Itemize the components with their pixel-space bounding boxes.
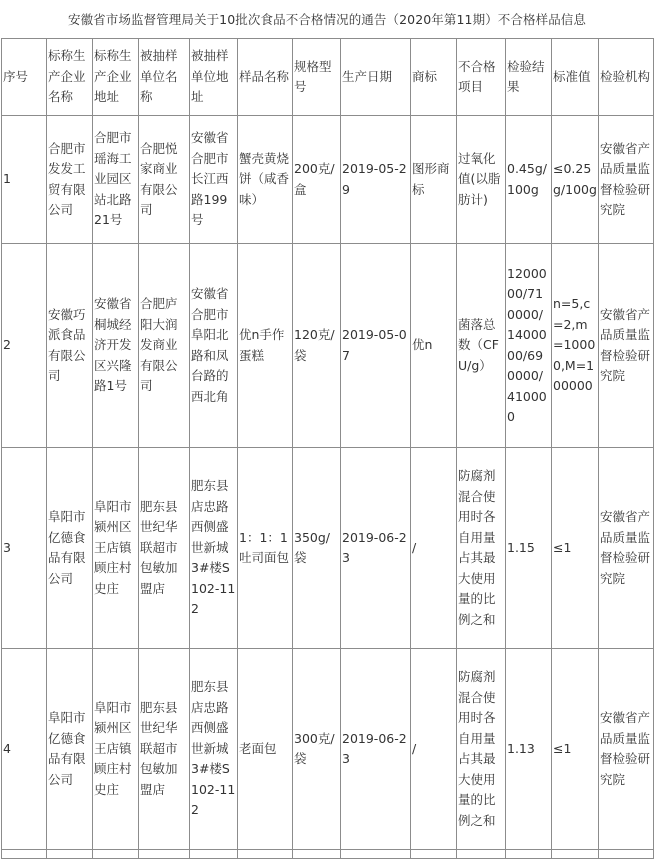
cell-sampled-unit-address: 肥东县店忠路西侧盛世新城3#楼S102-112 (190, 649, 238, 850)
page-title: 安徽省市场监督管理局关于10批次食品不合格情况的通告（2020年第11期）不合格样品信息 (67, 12, 587, 27)
cell-spec: 350g/袋 (293, 448, 341, 649)
cell-manufacturer-address: 安徽省桐城经济开发区兴隆路1号 (93, 244, 139, 448)
cell-empty (93, 850, 139, 859)
cell-trademark: / (411, 649, 457, 850)
cell-sample-name: 老面包 (238, 649, 293, 850)
cell-test-result: 0.45g/100g (506, 116, 552, 244)
cell-sample-name: 优n手作蛋糕 (238, 244, 293, 448)
cell-spec: 200克/盒 (293, 116, 341, 244)
cell-standard-value: ≤0.25g/100g (552, 116, 599, 244)
header-standard-value: 标准值 (552, 39, 599, 116)
cell-sampled-unit-address: 安徽省合肥市长江西路199号 (190, 116, 238, 244)
cell-empty (341, 850, 411, 859)
cell-manufacturer-address: 阜阳市颍州区王店镇顾庄村史庄 (93, 448, 139, 649)
header-serial-no: 序号 (2, 39, 47, 116)
table-row (2, 649, 654, 850)
cell-empty (599, 850, 654, 859)
header-row (2, 39, 654, 116)
cell-sampled-unit-name: 合肥悦家商业有限公司 (139, 116, 190, 244)
cell-standard-value: ≤1 (552, 649, 599, 850)
cell-production-date: 2019-06-23 (341, 649, 411, 850)
cell-serial-no: 1 (2, 116, 47, 244)
cell-sample-name: 蟹壳黄烧饼（咸香味） (238, 116, 293, 244)
cell-failed-item: 防腐剂混合使用时各自用量占其最大使用量的比例之和 (457, 649, 506, 850)
cell-trademark: 优n (411, 244, 457, 448)
table-row (2, 116, 654, 244)
cell-inspection-agency: 安徽省产品质量监督检验研究院 (599, 244, 654, 448)
cell-failed-item: 防腐剂混合使用时各自用量占其最大使用量的比例之和 (457, 448, 506, 649)
header-inspection-agency: 检验机构 (599, 39, 654, 116)
table-row (2, 244, 654, 448)
header-sampled-unit-address: 被抽样单位地址 (190, 39, 238, 116)
header-trademark: 商标 (411, 39, 457, 116)
cell-inspection-agency: 安徽省产品质量监督检验研究院 (599, 116, 654, 244)
cell-empty (293, 850, 341, 859)
cell-empty (238, 850, 293, 859)
cell-empty (506, 850, 552, 859)
cell-empty (411, 850, 457, 859)
cell-inspection-agency: 安徽省产品质量监督检验研究院 (599, 448, 654, 649)
cell-serial-no: 4 (2, 649, 47, 850)
header-production-date: 生产日期 (341, 39, 411, 116)
cell-production-date: 2019-06-23 (341, 448, 411, 649)
cell-test-result: 1.13 (506, 649, 552, 850)
cell-empty (552, 850, 599, 859)
cell-manufacturer-address: 阜阳市颍州区王店镇顾庄村史庄 (93, 649, 139, 850)
cell-test-result: 1.15 (506, 448, 552, 649)
header-spec: 规格型号 (293, 39, 341, 116)
cell-manufacturer-name: 安徽巧派食品有限公司 (47, 244, 93, 448)
header-sampled-unit-name: 被抽样单位名称 (139, 39, 190, 116)
cell-empty (457, 850, 506, 859)
cell-test-result: 1200000/710000/1400000/690000/410000 (506, 244, 552, 448)
sample-table (1, 38, 654, 859)
cell-failed-item: 菌落总数（CFU/g） (457, 244, 506, 448)
header-failed-item: 不合格项目 (457, 39, 506, 116)
cell-failed-item: 过氧化值(以脂肪计) (457, 116, 506, 244)
cell-manufacturer-name: 合肥市发发工贸有限公司 (47, 116, 93, 244)
cell-sampled-unit-address: 肥东县店忠路西侧盛世新城3#楼S102-112 (190, 448, 238, 649)
cell-standard-value: n=5,c=2,m=10000,M=100000 (552, 244, 599, 448)
cell-serial-no: 3 (2, 448, 47, 649)
cell-spec: 120克/袋 (293, 244, 341, 448)
table-row-partial (2, 850, 654, 859)
table-row (2, 448, 654, 649)
header-manufacturer-name: 标称生产企业名称 (47, 39, 93, 116)
cell-empty (190, 850, 238, 859)
cell-sampled-unit-name: 肥东县世纪华联超市包敏加盟店 (139, 649, 190, 850)
cell-empty (2, 850, 47, 859)
cell-sampled-unit-address: 安徽省合肥市阜阳北路和凤台路的西北角 (190, 244, 238, 448)
cell-serial-no: 2 (2, 244, 47, 448)
cell-empty (47, 850, 93, 859)
cell-manufacturer-name: 阜阳市亿德食品有限公司 (47, 448, 93, 649)
header-manufacturer-address: 标称生产企业地址 (93, 39, 139, 116)
cell-standard-value: ≤1 (552, 448, 599, 649)
cell-trademark: 图形商标 (411, 116, 457, 244)
cell-spec: 300克/袋 (293, 649, 341, 850)
cell-inspection-agency: 安徽省产品质量监督检验研究院 (599, 649, 654, 850)
cell-production-date: 2019-05-29 (341, 116, 411, 244)
cell-empty (139, 850, 190, 859)
header-test-result: 检验结果 (506, 39, 552, 116)
cell-production-date: 2019-05-07 (341, 244, 411, 448)
cell-manufacturer-address: 合肥市瑶海工业园区站北路21号 (93, 116, 139, 244)
cell-sampled-unit-name: 合肥庐阳大润发商业有限公司 (139, 244, 190, 448)
cell-trademark: / (411, 448, 457, 649)
header-sample-name: 样品名称 (238, 39, 293, 116)
cell-sample-name: 1：1：1吐司面包 (238, 448, 293, 649)
cell-sampled-unit-name: 肥东县世纪华联超市包敏加盟店 (139, 448, 190, 649)
cell-manufacturer-name: 阜阳市亿德食品有限公司 (47, 649, 93, 850)
